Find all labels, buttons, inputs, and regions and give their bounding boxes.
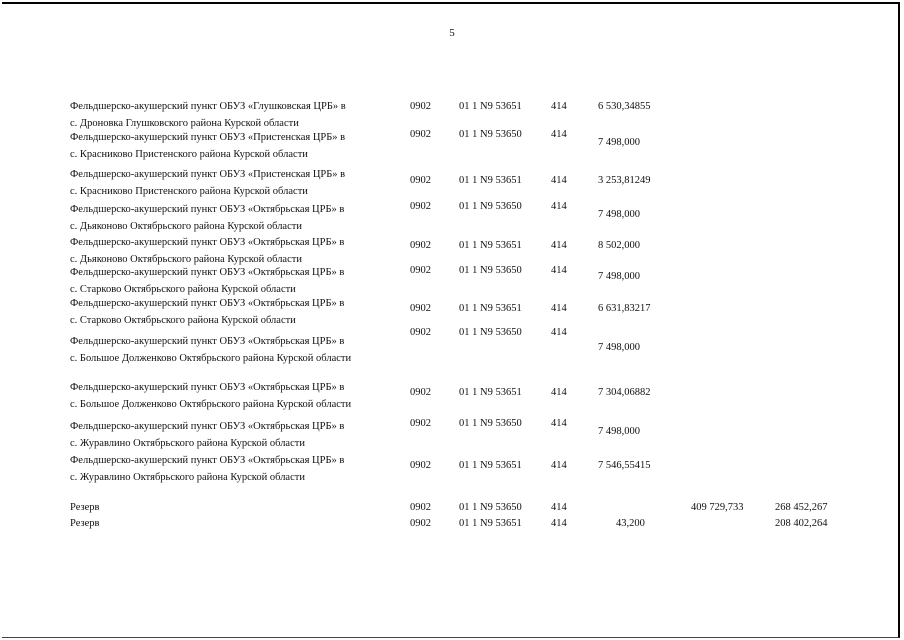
reserve-label: Резерв xyxy=(70,518,100,529)
reserve-row xyxy=(0,518,904,536)
row-description xyxy=(70,452,400,486)
section-code: 0902 xyxy=(410,201,431,212)
target-article: 01 1 N9 53650 xyxy=(459,265,522,276)
target-article: 01 1 N9 53651 xyxy=(459,101,522,112)
section-code: 0902 xyxy=(410,303,431,314)
amount-year-2: 409 729,733 xyxy=(691,502,744,513)
section-code: 0902 xyxy=(410,502,431,513)
row-description xyxy=(70,418,400,452)
expense-type: 414 xyxy=(551,502,567,513)
amount: 7 498,000 xyxy=(598,137,640,148)
row-description xyxy=(70,379,400,413)
expense-type: 414 xyxy=(551,387,567,398)
section-code: 0902 xyxy=(410,175,431,186)
description-line-1: Фельдшерско-акушерский пункт ОБУЗ «Октябрьская ЦРБ» в xyxy=(70,382,345,393)
expense-type: 414 xyxy=(551,101,567,112)
row-description xyxy=(70,234,400,268)
row-description xyxy=(70,98,400,132)
row-description xyxy=(70,129,400,163)
section-code: 0902 xyxy=(410,387,431,398)
description-line-1: Фельдшерско-акушерский пункт ОБУЗ «Октябрьская ЦРБ» в xyxy=(70,421,345,432)
description-line-2: с. Журавлино Октябрьского района Курской области xyxy=(70,438,305,449)
amount: 7 498,000 xyxy=(598,426,640,437)
description-line-1: Фельдшерско-акушерский пункт ОБУЗ «Октябрьская ЦРБ» в xyxy=(70,298,345,309)
section-code: 0902 xyxy=(410,101,431,112)
target-article: 01 1 N9 53650 xyxy=(459,327,522,338)
row-description xyxy=(70,201,400,235)
description-line-2: с. Красниково Пристенского района Курской области xyxy=(70,149,308,160)
target-article: 01 1 N9 53651 xyxy=(459,175,522,186)
description-line-2: с. Дьяконово Октябрьского района Курской области xyxy=(70,221,302,232)
description-line-1: Фельдшерско-акушерский пункт ОБУЗ «Октябрьская ЦРБ» в xyxy=(70,204,345,215)
section-code: 0902 xyxy=(410,460,431,471)
table-row xyxy=(0,379,904,419)
expense-type: 414 xyxy=(551,201,567,212)
row-description xyxy=(70,166,400,200)
amount: 7 304,06882 xyxy=(598,387,651,398)
description-line-2: с. Журавлино Октябрьского района Курской области xyxy=(70,472,305,483)
target-article: 01 1 N9 53650 xyxy=(459,418,522,429)
expense-type: 414 xyxy=(551,265,567,276)
expense-type: 414 xyxy=(551,240,567,251)
amount-year-3: 268 452,267 xyxy=(775,502,828,513)
table-row xyxy=(0,452,904,492)
section-code: 0902 xyxy=(410,265,431,276)
amount: 7 498,000 xyxy=(598,342,640,353)
row-description xyxy=(70,264,400,298)
table-row xyxy=(0,295,904,335)
target-article: 01 1 N9 53651 xyxy=(459,387,522,398)
description-line-1: Фельдшерско-акушерский пункт ОБУЗ «Пристенская ЦРБ» в xyxy=(70,169,346,180)
expense-type: 414 xyxy=(551,460,567,471)
amount: 8 502,000 xyxy=(598,240,640,251)
section-code: 0902 xyxy=(410,129,431,140)
table-row xyxy=(0,166,904,206)
row-description xyxy=(70,295,400,329)
row-description xyxy=(70,333,400,367)
expense-type: 414 xyxy=(551,175,567,186)
expense-type: 414 xyxy=(551,129,567,140)
target-article: 01 1 N9 53651 xyxy=(459,518,522,529)
description-line-2: с. Старково Октябрьского района Курской области xyxy=(70,284,296,295)
expense-type: 414 xyxy=(551,327,567,338)
amount: 7 546,55415 xyxy=(598,460,651,471)
target-article: 01 1 N9 53650 xyxy=(459,502,522,513)
description-line-1: Фельдшерско-акушерский пункт ОБУЗ «Октябрьская ЦРБ» в xyxy=(70,336,345,347)
description-line-1: Фельдшерско-акушерский пункт ОБУЗ «Пристенская ЦРБ» в xyxy=(70,132,346,143)
target-article: 01 1 N9 53650 xyxy=(459,201,522,212)
page-number: 5 xyxy=(449,27,455,39)
section-code: 0902 xyxy=(410,418,431,429)
description-line-2: с. Дроновка Глушковского района Курской области xyxy=(70,118,299,129)
description-line-1: Фельдшерско-акушерский пункт ОБУЗ «Глушковская ЦРБ» в xyxy=(70,101,346,112)
description-line-1: Фельдшерско-акушерский пункт ОБУЗ «Октябрьская ЦРБ» в xyxy=(70,237,345,248)
amount: 3 253,81249 xyxy=(598,175,651,186)
section-code: 0902 xyxy=(410,518,431,529)
description-line-2: с. Дьяконово Октябрьского района Курской области xyxy=(70,254,302,265)
amount-year-3: 208 402,264 xyxy=(775,518,828,529)
expense-type: 414 xyxy=(551,418,567,429)
section-code: 0902 xyxy=(410,327,431,338)
table-row xyxy=(0,129,904,169)
description-line-2: с. Большое Долженково Октябрьского района Курской области xyxy=(70,353,352,364)
amount: 7 498,000 xyxy=(598,209,640,220)
description-line-2: с. Красниково Пристенского района Курской области xyxy=(70,186,308,197)
description-line-2: с. Старково Октябрьского района Курской области xyxy=(70,315,296,326)
description-line-2: с. Большое Долженково Октябрьского района Курской области xyxy=(70,399,352,410)
description-line-1: Фельдшерско-акушерский пункт ОБУЗ «Октябрьская ЦРБ» в xyxy=(70,455,345,466)
section-code: 0902 xyxy=(410,240,431,251)
amount: 6 530,34855 xyxy=(598,101,651,112)
amount: 43,200 xyxy=(616,518,645,529)
target-article: 01 1 N9 53651 xyxy=(459,240,522,251)
target-article: 01 1 N9 53651 xyxy=(459,460,522,471)
target-article: 01 1 N9 53650 xyxy=(459,129,522,140)
target-article: 01 1 N9 53651 xyxy=(459,303,522,314)
amount: 7 498,000 xyxy=(598,271,640,282)
expense-type: 414 xyxy=(551,518,567,529)
expense-type: 414 xyxy=(551,303,567,314)
amount: 6 631,83217 xyxy=(598,303,651,314)
reserve-label: Резерв xyxy=(70,502,100,513)
description-line-1: Фельдшерско-акушерский пункт ОБУЗ «Октябрьская ЦРБ» в xyxy=(70,267,345,278)
table-row xyxy=(0,327,904,372)
